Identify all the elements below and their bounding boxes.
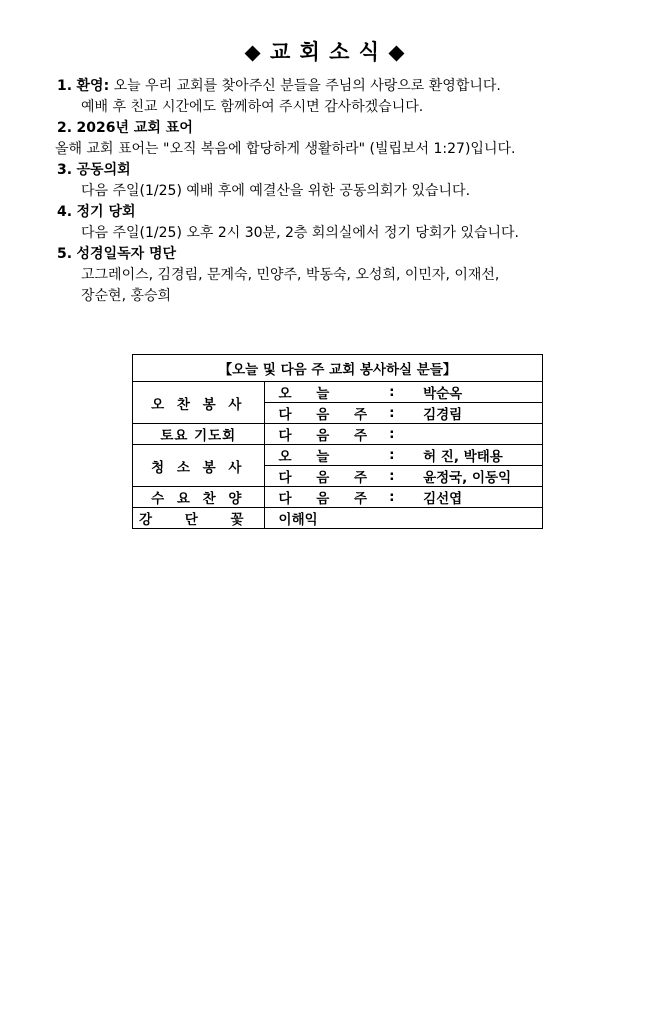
person-name: 이해익 — [264, 508, 542, 529]
news-item-readers — [57, 244, 647, 265]
item-number: 3. — [57, 162, 73, 178]
item-number: 1. — [57, 78, 73, 94]
when-next: 다 음 주 — [264, 403, 383, 424]
table-row — [133, 382, 543, 403]
when-next: 다 음 주 — [264, 487, 383, 508]
role-flowers: 강 단 꽃 — [133, 508, 265, 529]
item-text-line3: 장순현, 홍승희 — [81, 288, 172, 304]
item-number: 4. — [57, 204, 73, 220]
item-number: 5. — [57, 246, 73, 262]
item-heading: 공동의회 — [76, 162, 131, 178]
duty-table-caption: 【오늘 및 다음 주 교회 봉사하실 분들】 — [133, 355, 543, 382]
item-number: 2. — [57, 120, 73, 136]
role-cleaning: 청 소 봉 사 — [133, 445, 265, 487]
colon: : — [383, 487, 409, 508]
item-heading: 정기 당회 — [76, 204, 136, 220]
item-heading: 2026년 교회 표어 — [76, 120, 193, 136]
colon: : — [383, 424, 409, 445]
table-row — [133, 508, 543, 529]
role-lunch: 오 찬 봉 사 — [133, 382, 265, 424]
item-heading: 성경일독자 명단 — [76, 246, 177, 262]
colon: : — [383, 382, 409, 403]
duty-table — [132, 354, 543, 529]
person-name: 박순옥 — [409, 382, 542, 403]
news-item-session — [57, 202, 647, 223]
table-row — [133, 487, 543, 508]
when-today: 오 늘 — [264, 445, 383, 466]
when-today: 오 늘 — [264, 382, 383, 403]
colon: : — [383, 466, 409, 487]
person-name — [409, 424, 542, 445]
news-item-assembly — [57, 160, 647, 181]
item-text-line2: 다음 주일(1/25) 예배 후에 예결산을 위한 공동의회가 있습니다. — [81, 183, 471, 199]
when-next: 다 음 주 — [264, 424, 383, 445]
person-name: 윤정국, 이동익 — [409, 466, 542, 487]
table-row — [133, 424, 543, 445]
news-list — [57, 76, 647, 307]
item-heading: 환영: — [76, 78, 110, 94]
table-row — [133, 445, 543, 466]
item-text-line2: 다음 주일(1/25) 오후 2시 30분, 2층 회의실에서 정기 당회가 있습니다. — [81, 225, 519, 241]
role-prayer: 토요 기도회 — [133, 424, 265, 445]
when-next: 다 음 주 — [264, 466, 383, 487]
news-item-motto — [57, 118, 647, 139]
person-name: 허 진, 박태용 — [409, 445, 542, 466]
news-item-welcome — [57, 76, 647, 97]
item-text: 오늘 우리 교회를 찾아주신 분들을 주님의 사랑으로 환영합니다. — [113, 78, 501, 94]
person-name: 김경림 — [409, 403, 542, 424]
item-text-line2: 올해 교회 표어는 "오직 복음에 합당하게 생활하라" (빌립보서 1:27)입니다. — [55, 141, 516, 157]
person-name: 김선엽 — [409, 487, 542, 508]
page-title: ◆ 교 회 소 식 ◆ — [244, 40, 406, 64]
role-choir: 수 요 찬 양 — [133, 487, 265, 508]
colon: : — [383, 445, 409, 466]
item-text-line2: 고그레이스, 김경림, 문계숙, 민양주, 박동숙, 오성희, 이민자, 이재선, — [81, 267, 500, 283]
colon: : — [383, 403, 409, 424]
item-text-line2: 예배 후 친교 시간에도 함께하여 주시면 감사하겠습니다. — [81, 99, 424, 115]
